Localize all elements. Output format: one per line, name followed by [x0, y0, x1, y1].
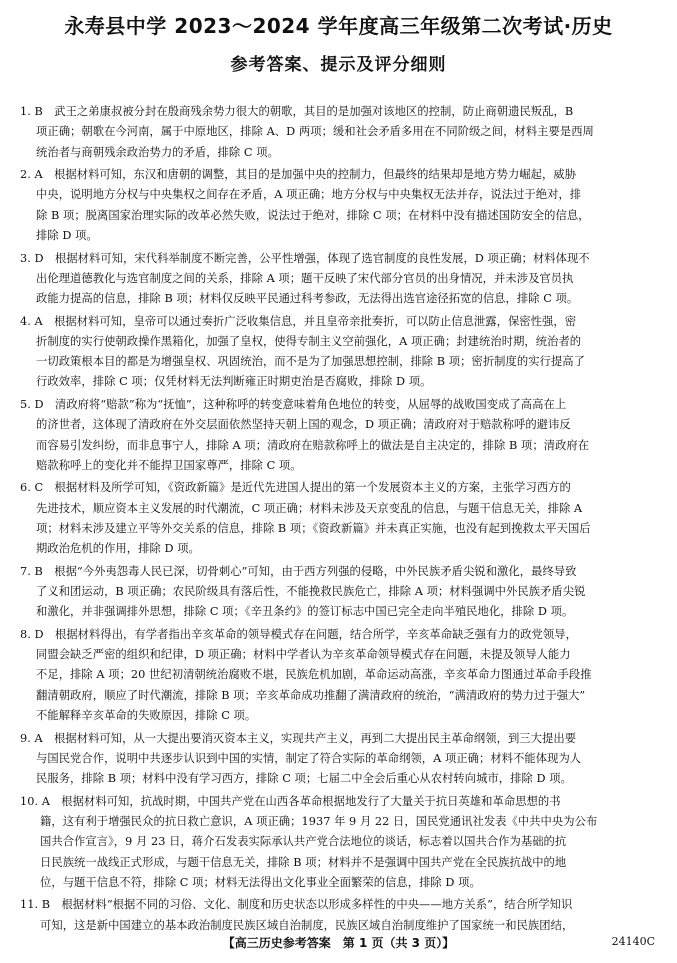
footer-code: 24140C	[611, 935, 655, 948]
answer-line: 而容易引发纠纷，而非息事宁人，排除 A 项；清政府在赔款称呼上的做法是自主决定的，排除 B 项；清政府在	[36, 438, 590, 452]
answer-line: 不足，排除 A 项；20 世纪初清朝统治腐败不堪，民族危机加剧，革命运动高涨，辛亥革命力图通过革命手段推	[36, 668, 592, 682]
answer-line: 期政治危机的作用，排除 D 项。	[36, 542, 200, 556]
answer-line: 日民族统一战线正式形成，与题干信息无关，排除 B 项；材料并不是强调中国共产党在全民族抗战中的地	[40, 855, 567, 869]
answer-line-first: 7. B 根据“今外夷怨毒人民已深，切骨刺心”可知，由于西方列强的侵略，中外民族矛盾尖锐和激化，最终导致	[20, 564, 577, 578]
footer-page-info: 【高三历史参考答案 第 1 页（共 3 页）】	[222, 936, 455, 950]
page-title: 永寿县中学 2023～2024 学年度高三年级第二次考试·历史	[64, 14, 613, 38]
answer-line: 赔款称呼上的变化并不能捍卫国家尊严，排除 C 项。	[36, 458, 302, 472]
answer-line: 除 B 项；脱离国家治理实际的改革必然失败，说法过于绝对，排除 C 项；在材料中没有描述国防安全的信息，	[36, 208, 590, 222]
answer-line-first: 5. D 清政府将“赔款”称为“抚恤”，这种称呼的转变意味着角色地位的转变，从屈辱的战败国变成了高高在上	[20, 398, 567, 411]
answer-line-first: 9. A 根据材料可知，从一大提出要消灭资本主义，实现共产主义，再到二大提出民主革命纲领，到三大提出要	[20, 731, 577, 745]
answer-line: 统治者与商朝残余政治势力的矛盾，排除 C 项。	[36, 145, 279, 159]
answer-line: 国共合作宣言》，9 月 23 日，蒋介石发表实际承认共产党合法地位的谈话，标志着以国共合作为基础的抗	[40, 835, 567, 849]
answer-line: 同盟会缺乏严密的组织和纪律，D 项正确；材料中学者认为辛亥革命领导模式存在问题，未提及领导人能力	[36, 648, 571, 662]
answer-line: 一切政策根本目的都是为增强皇权、巩固统治，而不是为了加强思想控制，排除 B 项；密折制度的实行提高了	[36, 355, 585, 369]
answer-line: 位，与题干信息不符，排除 C 项；材料无法得出文化事业全面繁荣的信息，排除 D 项。	[40, 875, 481, 889]
answer-line: 籍，这有利于增强民众的抗日救亡意识，A 项正确；1937 年 9 月 22 日，国民党通讯社发表《中共中央为公布	[40, 814, 598, 828]
answer-line: 政能力提高的信息，排除 B 项；材料仅反映平民通过科考参政，无法得出选官途径拓宽的信息，排除 C 项。	[36, 292, 579, 306]
answer-line-first: 10. A 根据材料可知，抗战时期，中国共产党在山西各革命根据地发行了大量关于抗日英雄和革命思想的书	[20, 794, 561, 808]
answer-line-first: 11. B 根据材料“根据不同的习俗、文化、制度和历史状态以形成多样性的中央——地方关系”，结合所学知识	[20, 898, 573, 912]
answer-line: 可知，这是新中国建立的基本政治制度民族区域自治制度，民族区域自治制度维护了国家统一和民族团结，	[40, 918, 574, 932]
answer-line: 行政效率，排除 C 项；仅凭材料无法判断雍正时期吏治是否腐败，排除 D 项。	[36, 375, 432, 389]
answer-line: 排除 D 项。	[36, 228, 98, 242]
answer-line-first: 6. C 根据材料及所学可知，《资政新篇》是近代先进国人提出的第一个发展资本主义的方案，主张学习西方的	[20, 481, 571, 495]
answer-line-first: 8. D 根据材料得出，有学者指出辛亥革命的领导模式存在问题，结合所学，辛亥革命缺乏强有力的政党领导，	[20, 627, 577, 641]
answer-line: 不能解释辛亥革命的失败原因，排除 C 项。	[36, 709, 257, 723]
answer-line: 和激化，并非强调排外思想，排除 C 项；《辛丑条约》的签订标志中国已完全走向半殖民地化，排除 D 项。	[36, 605, 574, 619]
answer-line: 了义和团运动，B 项正确；农民阶级具有落后性，不能挽救民族危亡，排除 A 项；材料强调中外民族矛盾尖锐	[36, 585, 586, 599]
answer-line: 折制度的实行使朝政操作黑箱化，加强了皇权，使得专制主义空前强化，A 项正确；封建统治时期，统治者的	[36, 334, 582, 348]
answer-line-first: 1. B 武王之弟康叔被分封在殷商残余势力很大的朝歌，其目的是加强对该地区的控制，防止商朝遗民叛乱，B	[20, 105, 574, 118]
answer-line-first: 4. A 根据材料可知，皇帝可以通过奏折广泛收集信息，并且皇帝亲批奏折，可以防止信息泄露，保密性强，密	[20, 314, 577, 328]
answer-line: 的济世者，这体现了清政府在外交层面依然坚持天朝上国的观念，D 项正确；清政府对于赔款称呼的避讳反	[36, 418, 571, 432]
answer-line-first: 2. A 根据材料可知，东汉和唐朝的调整，其目的是加强中央的控制力，但最终的结果却是地方势力崛起，威胁	[20, 168, 577, 182]
answer-line: 出伦理道德教化与选官制度之间的关系，排除 A 项；题干反映了宋代部分官员的出身情况，并未涉及官员执	[36, 271, 574, 285]
answer-line: 民服务，排除 B 项；材料中没有学习西方，排除 C 项；七届二中全会后重心从农村转向城市，排除 D 项。	[36, 772, 572, 786]
answer-line: 先进技术，顺应资本主义发展的时代潮流，C 项正确；材料未涉及天京变乱的信息，与题干信息无关，排除 A	[36, 501, 583, 515]
answer-line: 项正确；朝歌在今河南，属于中原地区，排除 A、D 两项；缓和社会矛盾多用在不同阶级之间，材料主要是西周	[36, 125, 594, 139]
answer-line-first: 3. D 根据材料可知，宋代科举制度不断完善，公平性增强，体现了选官制度的良性发展，D 项正确；材料体现不	[20, 251, 590, 265]
answer-line: 项；材料未涉及建立平等外交关系的信息，排除 B 项；《资政新篇》并未真正实施，也没有起到挽救太平天国后	[36, 521, 591, 535]
page-subtitle: 参考答案、提示及评分细则	[230, 55, 447, 75]
answer-line: 翻清朝政府，顺应了时代潮流，排除 B 项；辛亥革命成功推翻了满清政府的统治，“满清政府的势力过于强大”	[36, 688, 586, 702]
answer-line: 中央，说明地方分权与中央集权之间存在矛盾，A 项正确；地方分权与中央集权无法并存，说法过于绝对，排	[36, 188, 582, 202]
page-footer	[0, 934, 677, 954]
answer-line: 与国民党合作，说明中共逐步认识到中国的实情，制定了符合实际的革命纲领，A 项正确；材料不能体现为人	[36, 751, 582, 765]
